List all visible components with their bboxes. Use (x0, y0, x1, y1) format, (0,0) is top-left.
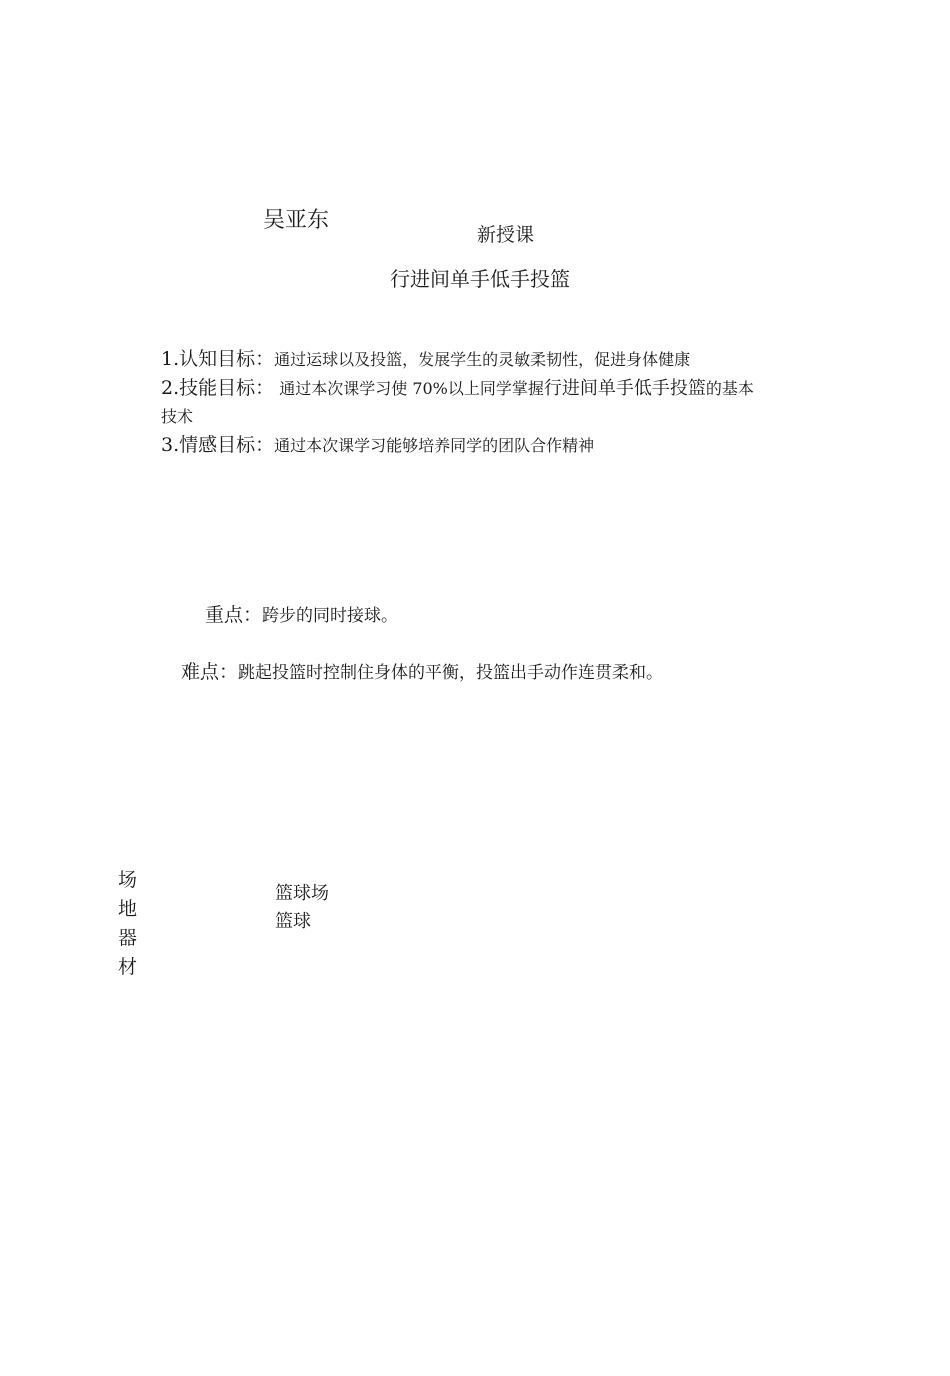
objective-cognitive (161, 345, 871, 374)
difficulty-text: 跳起投篮时控制住身体的平衡，投篮出手动作连贯柔和。 (238, 663, 664, 683)
objective-text: 通过运球以及投篮，发展学生的灵敏柔韧性，促进身体健康 (274, 350, 691, 369)
key-point-text: 跨步的同时接球。 (262, 606, 399, 626)
objective-label: 2.技能目标： (161, 377, 275, 399)
venue-equipment-label (118, 866, 142, 982)
lesson-title: 行进间单手低手投篮 (390, 267, 570, 291)
venue-label-char: 场 (118, 869, 138, 891)
difficulty-point (181, 657, 663, 684)
objective-highlight: 行进间单手低手投篮 (543, 378, 706, 399)
venue-equipment-list (275, 880, 329, 936)
venue-label-char: 地 (118, 898, 138, 920)
objective-text: 通过本次课学习能够培养同学的团队合作精神 (274, 436, 595, 455)
venue-label-char: 器 (118, 927, 138, 949)
lesson-type: 新授课 (477, 224, 535, 246)
teacher-name: 吴亚东 (263, 208, 330, 233)
venue-item: 篮球场 (275, 883, 329, 904)
venue-label-char: 材 (118, 956, 138, 978)
objective-affective (161, 431, 871, 460)
objective-text: 的基本 (705, 379, 754, 398)
key-point (205, 600, 398, 627)
equipment-item: 篮球 (275, 911, 311, 932)
objective-skill (161, 374, 871, 403)
objective-text: 通过本次课学习使 70%以上同学掌握 (274, 379, 544, 398)
difficulty-label: 难点： (181, 661, 239, 683)
teaching-objectives (161, 345, 871, 460)
objective-skill-continuation: 技术 (161, 407, 194, 426)
key-point-label: 重点： (205, 604, 263, 626)
objective-label: 3.情感目标： (161, 434, 275, 456)
objective-label: 1.认知目标： (161, 348, 275, 370)
